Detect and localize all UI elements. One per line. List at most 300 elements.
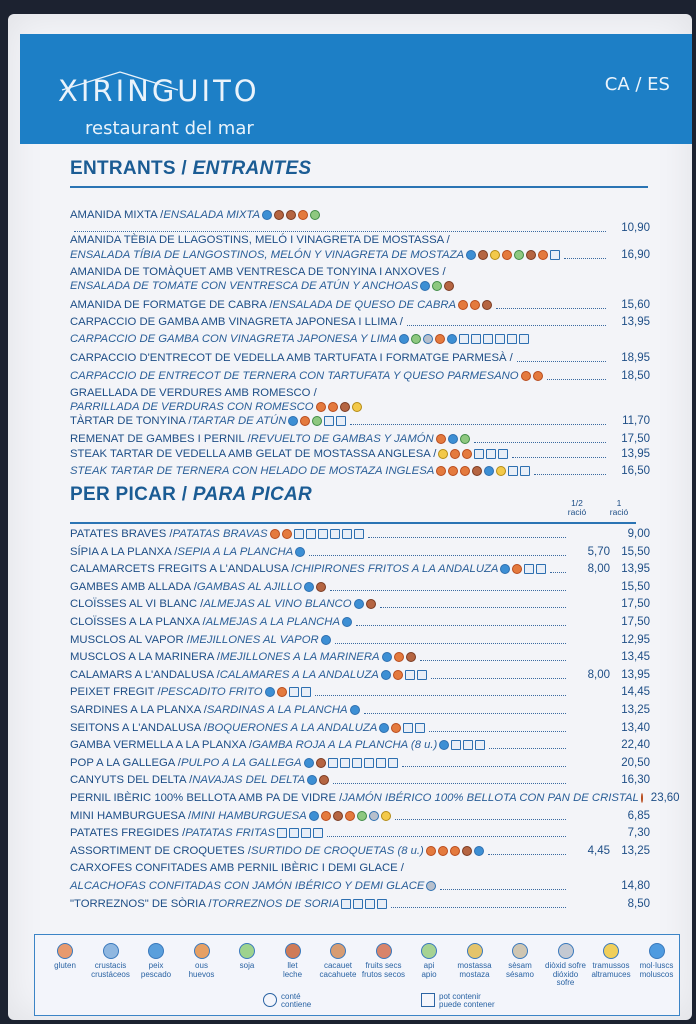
allergen-icon	[376, 758, 386, 768]
allergen-icon	[417, 670, 427, 680]
allergen-icon	[345, 811, 355, 821]
item-name-es: CARPACCIO DE ENTRECOT DE TERNERA CON TARTUFATA Y QUESO PARMESANO	[70, 370, 519, 382]
menu-item[interactable]	[70, 650, 650, 664]
item-name-es: SURTIDO DE CROQUETAS (8 u.)	[251, 844, 424, 857]
menu-item[interactable]	[70, 369, 650, 383]
allergen-icon	[388, 758, 398, 768]
allergen-icon	[239, 943, 255, 959]
half-portion-price: 8,00	[587, 563, 610, 576]
allergen-icon	[438, 449, 448, 459]
allergen-icon	[466, 250, 476, 260]
item-name-es: JAMÓN IBÉRICO 100% BELLOTA CON PAN DE CRISTAL	[342, 792, 639, 804]
allergen-icon	[460, 434, 470, 444]
item-name-es: PESCADITO FRITO	[160, 686, 263, 699]
menu-item[interactable]	[70, 791, 680, 805]
item-name-es: SEPIA A LA PLANCHA	[177, 545, 294, 558]
allergen-icon	[377, 899, 387, 909]
allergen-icon	[342, 617, 352, 627]
leader-dots	[335, 636, 566, 644]
allergen-icon	[376, 943, 392, 959]
allergen-icon	[328, 402, 338, 412]
full-portion-price: 17,50	[621, 598, 650, 611]
item-name-ca: MUSCLOS AL VAPOR /	[70, 633, 190, 646]
allergen-icon	[316, 582, 326, 592]
section-rule	[70, 186, 648, 188]
allergen-icon	[520, 466, 530, 476]
full-portion-price: 20,50	[621, 756, 650, 769]
allergen-icon	[603, 943, 619, 959]
menu-item[interactable]	[70, 265, 650, 279]
menu-item[interactable]	[70, 580, 650, 594]
allergen-icon	[451, 740, 461, 750]
allergen-icon	[306, 529, 316, 539]
allergen-icon	[379, 723, 389, 733]
item-name-ca: SÍPIA A LA PLANXA /	[70, 545, 178, 558]
item-price: 16,50	[621, 465, 650, 477]
full-portion-price: 13,95	[621, 563, 650, 576]
allergen-icon	[526, 250, 536, 260]
allergen-icon	[405, 670, 415, 680]
item-name-es: BOQUERONES A LA ANDALUZA	[206, 721, 378, 734]
full-portion-price: 14,45	[621, 686, 650, 699]
legend-item	[407, 943, 451, 979]
allergen-icon	[340, 402, 350, 412]
allergen-icon	[463, 740, 473, 750]
item-name-ca: CLOÏSSES A LA PLANXA /	[70, 616, 206, 628]
allergen-icon	[649, 943, 665, 959]
allergen-icon	[490, 250, 500, 260]
allergen-icon	[508, 466, 518, 476]
allergen-icon	[365, 899, 375, 909]
item-name-es: ENSALADA MIXTA	[163, 209, 261, 221]
allergen-icon	[364, 758, 374, 768]
item-price: 18,95	[621, 352, 650, 364]
menu-item[interactable]	[70, 208, 650, 222]
allergen-icon	[500, 564, 510, 574]
allergen-icon	[498, 449, 508, 459]
leader-dots	[431, 671, 566, 679]
allergen-icon	[474, 449, 484, 459]
leader-dots	[512, 450, 606, 458]
leader-dots	[74, 224, 606, 232]
item-name-ca: MUSCLOS A LA MARINERA /	[70, 651, 221, 664]
allergen-icon	[341, 899, 351, 909]
item-name-ca: GRAELLADA DE VERDURES AMB ROMESCO /	[70, 387, 317, 399]
allergen-icon	[354, 599, 364, 609]
legend-label-es: crustáceos	[91, 969, 130, 979]
section-title-picar: PER PICAR / PARA PICAR	[70, 484, 313, 505]
menu-item[interactable]	[70, 279, 650, 293]
allergen-icon	[286, 210, 296, 220]
allergen-icon	[524, 564, 534, 574]
item-name-es: PULPO A LA GALLEGA	[180, 756, 302, 769]
allergen-icon	[301, 687, 311, 697]
allergen-icon	[277, 828, 287, 838]
leader-dots	[496, 301, 606, 309]
item-name-es: ENSALADA DE QUESO DE CABRA	[272, 299, 457, 311]
item-name-es: TORREZNOS DE SORIA	[211, 897, 340, 910]
allergen-icon	[521, 371, 531, 381]
menu-item[interactable]	[70, 414, 650, 428]
item-name-es: SARDINAS A LA PLANCHA	[206, 704, 348, 716]
item-name-ca: AMANIDA MIXTA /	[70, 209, 164, 221]
item-name-ca: ASSORTIMENT DE CROQUETES /	[70, 844, 251, 857]
leader-dots	[309, 548, 566, 556]
legend-label-ca: soja	[239, 961, 255, 970]
menu-item[interactable]	[70, 844, 650, 858]
leader-dots	[429, 724, 566, 732]
allergen-icon	[641, 793, 643, 803]
item-name-es: ENSALADA DE TOMATE CON VENTRESCA DE ATÚN Y ANCHOAS	[70, 280, 419, 292]
menu-item[interactable]	[70, 248, 650, 262]
allergen-icon	[274, 210, 284, 220]
full-portion-price: 14,80	[621, 880, 650, 892]
allergen-icon	[533, 371, 543, 381]
legend-label-es: moluscos	[639, 969, 674, 979]
allergen-icon	[420, 281, 430, 291]
leader-dots	[333, 776, 566, 784]
allergen-icon	[369, 811, 379, 821]
legend-may-contain: pot contenir puede contener	[439, 993, 495, 1009]
legend-label-es: frutos secos	[361, 969, 406, 979]
allergen-icon	[478, 250, 488, 260]
allergen-icon	[307, 775, 317, 785]
full-portion-price: 15,50	[621, 545, 650, 558]
item-name-es: NAVAJAS DEL DELTA	[192, 774, 306, 787]
circle-icon	[263, 993, 277, 1007]
full-portion-price: 13,40	[621, 721, 650, 734]
item-name-es: CARPACCIO DE GAMBA CON VINAGRETA JAPONESA Y LIMA	[70, 333, 397, 345]
menu-item[interactable]	[70, 233, 650, 247]
half-portion-header: 1/2 ració	[567, 498, 587, 517]
allergen-icon	[538, 250, 548, 260]
leader-dots	[315, 688, 566, 696]
legend-label-ca: api	[423, 961, 435, 970]
item-name-ca: CARPACCIO D'ENTRECOT DE VEDELLA AMB TARTUFATA I FORMATGE PARMESÀ /	[70, 352, 513, 364]
allergen-icon	[403, 723, 413, 733]
menu-item[interactable]	[70, 721, 650, 735]
allergen-icon	[483, 334, 493, 344]
item-name-ca: CALAMARCETS FREGITS A L'ANDALUSA /	[70, 563, 295, 576]
menu-item[interactable]	[70, 400, 650, 414]
legend-label-ca: diòxid sofre	[545, 961, 586, 970]
menu-item[interactable]	[70, 703, 650, 717]
allergen-icon	[310, 210, 320, 220]
item-name-ca: "TORREZNOS" DE SÒRIA /	[70, 897, 212, 910]
allergen-icon	[421, 943, 437, 959]
item-name-ca: MINI HAMBURGUESA /	[70, 809, 192, 822]
full-portion-header: 1 ració	[609, 498, 629, 517]
leader-dots	[330, 583, 566, 591]
allergen-icon	[406, 652, 416, 662]
menu-item[interactable]	[70, 773, 650, 787]
legend-label-ca: ous	[195, 961, 208, 970]
allergen-icon	[148, 943, 164, 959]
legend-label-es: dióxido sofre	[552, 969, 579, 987]
item-name-ca: CARPACCIO DE GAMBA AMB VINAGRETA JAPONESA I LLIMA /	[70, 316, 403, 328]
legend-label-ca: mol·luscs	[639, 961, 674, 970]
allergen-icon	[282, 529, 292, 539]
allergen-icon	[550, 250, 560, 260]
allergen-icon	[514, 250, 524, 260]
allergen-icon	[448, 466, 458, 476]
legend-item	[180, 943, 224, 979]
leader-dots	[517, 354, 606, 362]
item-name-ca: TÀRTAR DE TONYINA /	[70, 415, 192, 427]
item-price: 16,90	[621, 249, 650, 261]
item-price: 18,50	[621, 370, 650, 382]
allergen-icon	[289, 687, 299, 697]
leader-dots	[327, 829, 566, 837]
item-name-es: ALCACHOFAS CONFITADAS CON JAMÓN IBÉRICO Y DEMI GLACE	[70, 880, 425, 892]
legend-label-ca: mostassa	[457, 961, 492, 970]
allergen-icon	[270, 529, 280, 539]
legend-item	[89, 943, 133, 979]
item-name-ca: GAMBES AMB ALLADA /	[70, 580, 197, 593]
allergen-icon	[519, 334, 529, 344]
allergen-icon	[357, 811, 367, 821]
allergen-icon	[298, 210, 308, 220]
leader-dots	[474, 435, 606, 443]
item-name-ca: AMANIDA TÈBIA DE LLAGOSTINS, MELÓ I VINAGRETA DE MOSTASSA /	[70, 234, 450, 246]
item-name-es: PARRILLADA DE VERDURAS CON ROMESCO	[70, 401, 314, 413]
menu-item[interactable]	[70, 826, 650, 840]
full-portion-price: 22,40	[621, 739, 650, 752]
item-name-ca: CANYUTS DEL DELTA /	[70, 774, 193, 787]
item-name-ca: SARDINES A LA PLANXA /	[70, 704, 207, 716]
brand-name: XIRINGUITO	[58, 74, 260, 108]
allergen-icon	[321, 811, 331, 821]
legend-label-es: huevos	[188, 969, 215, 979]
legend-item	[271, 943, 315, 979]
allergen-icon	[436, 466, 446, 476]
item-name-es: CALAMARES A LA ANDALUZA	[219, 668, 379, 681]
allergen-icon	[399, 334, 409, 344]
legend-label-ca: peix	[148, 961, 164, 970]
menu-item[interactable]	[70, 527, 650, 541]
allergen-icon	[495, 334, 505, 344]
allergen-icon	[277, 687, 287, 697]
menu-item[interactable]	[70, 447, 650, 461]
item-name-es: CHIPIRONES FRITOS A LA ANDALUZA	[294, 563, 499, 576]
allergen-icon	[301, 828, 311, 838]
menu-item[interactable]	[70, 562, 650, 576]
allergen-icon	[394, 652, 404, 662]
allergen-icon	[352, 402, 362, 412]
legend-contains: conté contiene	[281, 993, 311, 1009]
menu-item[interactable]	[70, 386, 650, 400]
allergen-icon	[321, 635, 331, 645]
half-portion-price: 5,70	[587, 545, 610, 558]
legend-item	[453, 943, 497, 979]
legend-item	[589, 943, 633, 979]
allergen-icon	[381, 811, 391, 821]
menu-item[interactable]	[70, 633, 650, 647]
legend-label-es: apio	[421, 969, 437, 979]
item-name-es: GAMBA ROJA A LA PLANCHA (8 u.)	[252, 739, 438, 752]
allergen-icon	[462, 449, 472, 459]
item-name-es: PATATAS FRITAS	[185, 827, 276, 840]
leader-dots	[550, 565, 566, 573]
allergen-icon	[295, 547, 305, 557]
allergen-icon	[381, 670, 391, 680]
half-portion-price: 8,00	[587, 668, 610, 681]
menu-item[interactable]	[70, 685, 650, 699]
allergen-icon	[262, 210, 272, 220]
leader-dots	[391, 900, 566, 908]
leader-dots	[395, 812, 566, 820]
item-name-es: MEJILLONES AL VAPOR	[189, 633, 319, 646]
item-name-es: TARTAR DE ATÚN	[191, 415, 287, 427]
legend-label-es: altramuces	[591, 969, 631, 979]
allergen-icon	[459, 334, 469, 344]
allergen-icon	[432, 281, 442, 291]
section-title-entrants: ENTRANTS / ENTRANTES	[70, 158, 312, 179]
allergen-icon	[304, 758, 314, 768]
item-name-ca: AMANIDA DE FORMATGE DE CABRA /	[70, 299, 273, 311]
item-name-es: ALMEJAS AL VINO BLANCO	[203, 598, 352, 611]
menu-item[interactable]	[70, 332, 650, 346]
legend-item	[544, 943, 588, 988]
allergen-icon	[536, 564, 546, 574]
allergen-icon	[458, 300, 468, 310]
legend-item	[316, 943, 360, 979]
item-price: 13,95	[621, 316, 650, 328]
leader-dots	[407, 318, 606, 326]
item-name-es: REVUELTO DE GAMBAS Y JAMÓN	[250, 433, 434, 445]
allergen-icon	[382, 652, 392, 662]
allergen-icon	[450, 449, 460, 459]
menu-item[interactable]	[70, 738, 650, 752]
allergen-icon	[415, 723, 425, 733]
allergen-icon	[316, 758, 326, 768]
allergen-icon	[482, 300, 492, 310]
allergen-icon	[474, 846, 484, 856]
allergen-icon	[57, 943, 73, 959]
allergen-icon	[436, 434, 446, 444]
full-portion-price: 13,25	[621, 844, 650, 857]
allergen-icon	[340, 758, 350, 768]
menu-item[interactable]	[70, 545, 650, 559]
allergen-icon	[393, 670, 403, 680]
allergen-icon	[312, 416, 322, 426]
allergen-icon	[558, 943, 574, 959]
allergen-icon	[194, 943, 210, 959]
allergen-icon	[103, 943, 119, 959]
menu-item[interactable]	[70, 668, 650, 682]
full-portion-price: 6,85	[627, 809, 650, 822]
item-name-ca: STEAK TARTAR DE VEDELLA AMB GELAT DE MOSTASSA ANGLESA /	[70, 448, 437, 460]
allergen-icon	[336, 416, 346, 426]
legend-label-ca: cacauet	[323, 961, 353, 970]
full-portion-price: 15,50	[621, 580, 650, 593]
allergen-icon	[288, 416, 298, 426]
menu-item[interactable]	[70, 897, 650, 911]
allergen-legend	[34, 934, 680, 1016]
leader-dots	[564, 251, 606, 259]
allergen-icon	[512, 943, 528, 959]
allergen-icon	[460, 466, 470, 476]
leader-dots	[440, 882, 566, 890]
allergen-icon	[411, 334, 421, 344]
item-name-ca: CARXOFES CONFITADES AMB PERNIL IBÈRIC I DEMI GLACE /	[70, 862, 404, 875]
allergen-icon	[512, 564, 522, 574]
menu-item[interactable]	[70, 756, 650, 770]
brand-subtitle: restaurant del mar	[85, 118, 254, 139]
header-banner	[20, 34, 692, 144]
menu-item[interactable]	[70, 879, 650, 893]
half-portion-price: 4,45	[587, 844, 610, 857]
item-name-ca: GAMBA VERMELLA A LA PLANXA /	[70, 739, 253, 752]
item-name-es: ALMEJAS A LA PLANCHA	[205, 616, 340, 628]
allergen-icon	[330, 529, 340, 539]
allergen-icon	[313, 828, 323, 838]
legend-item	[362, 943, 406, 979]
leader-dots	[547, 372, 606, 380]
allergen-icon	[350, 705, 360, 715]
full-portion-price: 13,25	[621, 704, 650, 716]
legend-label-ca: crustacis	[94, 961, 127, 970]
allergen-icon	[471, 334, 481, 344]
allergen-icon	[300, 416, 310, 426]
allergen-icon	[333, 811, 343, 821]
full-portion-price: 9,00	[627, 528, 650, 540]
leader-dots	[489, 741, 566, 749]
menu-item[interactable]	[70, 432, 650, 446]
item-name-ca: AMANIDA DE TOMÀQUET AMB VENTRESCA DE TONYINA I ANXOVES /	[70, 266, 446, 278]
menu-item[interactable]	[70, 315, 650, 329]
full-portion-price: 7,30	[627, 827, 650, 840]
menu-item[interactable]	[70, 615, 650, 629]
allergen-icon	[470, 300, 480, 310]
language-switch[interactable]: CA / ES	[604, 74, 670, 95]
leader-dots	[534, 467, 606, 475]
item-name-ca: POP A LA GALLEGA /	[70, 756, 181, 769]
leader-dots	[356, 618, 566, 626]
item-name-es: MEJILLONES A LA MARINERA	[220, 651, 380, 664]
legend-label-es: leche	[282, 969, 303, 979]
item-name-es: ENSALADA TÍBIA DE LANGOSTINOS, MELÓN Y VINAGRETA DE MOSTAZA	[70, 249, 465, 261]
menu-item[interactable]	[70, 861, 650, 875]
menu-item[interactable]	[70, 351, 650, 365]
full-portion-price: 16,30	[621, 774, 650, 787]
allergen-icon	[352, 758, 362, 768]
menu-item[interactable]	[70, 597, 650, 611]
full-portion-price: 17,50	[621, 616, 650, 628]
allergen-icon	[426, 881, 436, 891]
menu-item[interactable]	[70, 809, 650, 823]
allergen-icon	[353, 899, 363, 909]
menu-paper	[8, 14, 692, 1020]
allergen-icon	[316, 402, 326, 412]
allergen-icon	[447, 334, 457, 344]
allergen-icon	[289, 828, 299, 838]
legend-label-es: sésamo	[505, 969, 534, 979]
legend-label-ca: sèsam	[508, 961, 532, 970]
legend-item	[134, 943, 178, 979]
menu-item[interactable]	[70, 464, 650, 478]
legend-label-es: pescado	[140, 969, 172, 979]
item-name-es: GAMBAS AL AJILLO	[196, 580, 302, 593]
full-portion-price: 8,50	[627, 897, 650, 910]
allergen-icon	[309, 811, 319, 821]
legend-label-ca: fruits secs	[365, 961, 402, 970]
menu-item[interactable]	[70, 298, 650, 312]
item-name-ca: REMENAT DE GAMBES I PERNIL /	[70, 433, 251, 445]
square-icon	[421, 993, 435, 1007]
legend-item	[225, 943, 269, 971]
item-name-ca: PATATES FREGIDES /	[70, 827, 186, 840]
